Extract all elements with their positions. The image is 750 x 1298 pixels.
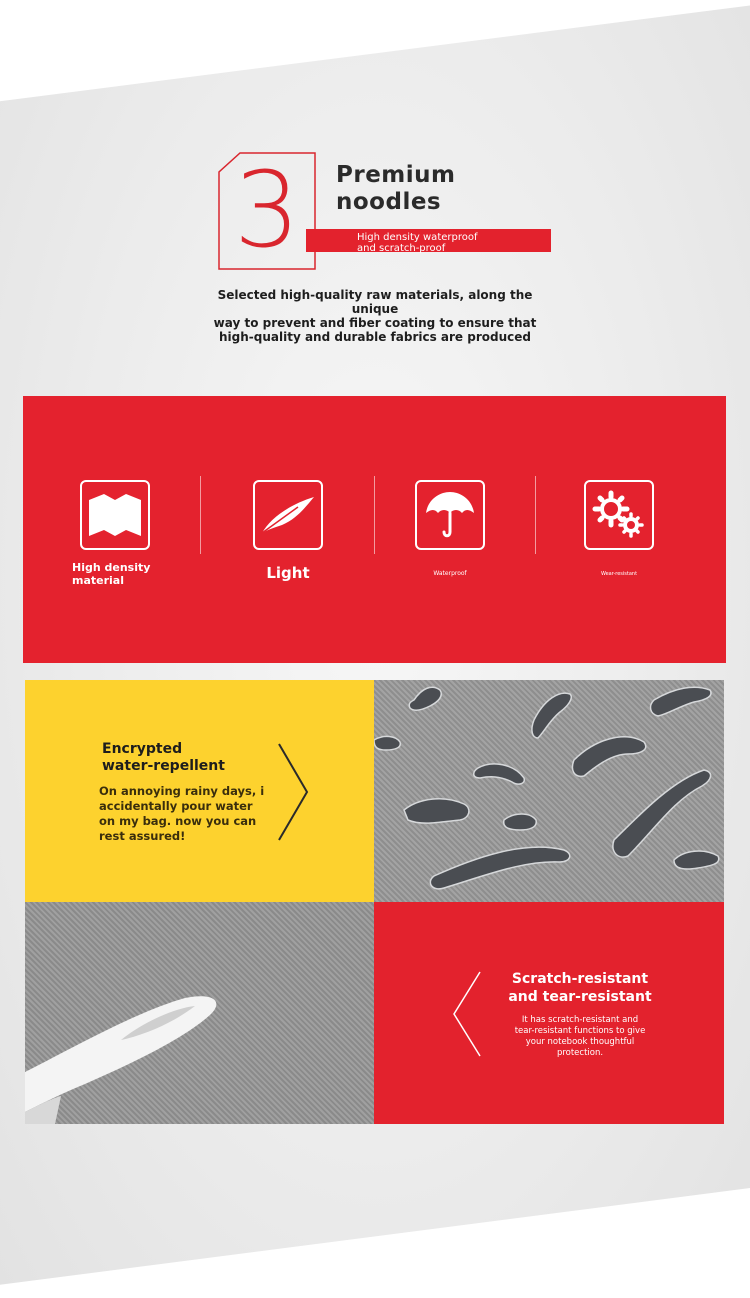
feature-label-density-line1: High density (72, 561, 151, 574)
knife-fabric-image (25, 902, 374, 1124)
water-desc-line4: rest assured! (99, 829, 186, 843)
feature-divider (200, 476, 201, 554)
section-title-line2: noodles (336, 189, 442, 215)
feature-label-density (72, 561, 150, 587)
intro-line1: Selected high-quality raw materials, along the unique (217, 288, 533, 316)
scratch-desc-line1: It has scratch-resistant and (521, 1015, 639, 1025)
scratch-desc-line2: tear-resistant functions to give (514, 1026, 646, 1036)
tag-line1: High density waterproof (357, 232, 478, 243)
water-desc-line2: accidentally pour water (99, 799, 253, 813)
section-title (336, 162, 556, 216)
scratch-desc-line4: protection. (556, 1048, 604, 1058)
section-title-line1: Premium (336, 162, 456, 188)
map-icon (80, 480, 150, 550)
water-desc-line3: on my bag. now you can (99, 814, 257, 828)
tag-text (357, 232, 507, 254)
feature-label-light: Light (266, 564, 310, 582)
feather-icon (253, 480, 323, 550)
feature-label-wear-resistant: Wear-resistant (600, 571, 638, 577)
section-number: 3 (233, 149, 301, 271)
water-repellent-title (102, 741, 262, 775)
water-repellent-title-line1: Encrypted (102, 741, 183, 757)
water-repellent-title-line2: water-repellent (102, 758, 225, 774)
tag-line2: and scratch-proof (357, 243, 446, 254)
scratch-desc-line3: your notebook thoughtful (525, 1037, 635, 1047)
chevron-right-icon (275, 742, 311, 842)
intro-line3: high-quality and durable fabrics are produced (219, 330, 531, 344)
chevron-left-icon (450, 970, 484, 1058)
feature-label-density-line2: material (72, 574, 124, 587)
umbrella-icon (415, 480, 485, 550)
intro-paragraph (195, 288, 555, 344)
scratch-resistant-panel (374, 902, 724, 1124)
scratch-title-line1: Scratch-resistant (511, 971, 649, 987)
water-repellent-description (99, 784, 265, 844)
gears-icon (584, 480, 654, 550)
scratch-resistant-description (505, 1015, 655, 1059)
scratch-resistant-title (505, 970, 655, 1006)
feature-divider (374, 476, 375, 554)
intro-line2: way to prevent and fiber coating to ensure that (213, 316, 537, 330)
scratch-title-line2: and tear-resistant (508, 989, 652, 1005)
feature-divider (535, 476, 536, 554)
water-droplets-fabric-image (374, 680, 724, 902)
water-desc-line1: On annoying rainy days, i (99, 784, 265, 798)
feature-label-waterproof: Waterproof (433, 570, 467, 577)
